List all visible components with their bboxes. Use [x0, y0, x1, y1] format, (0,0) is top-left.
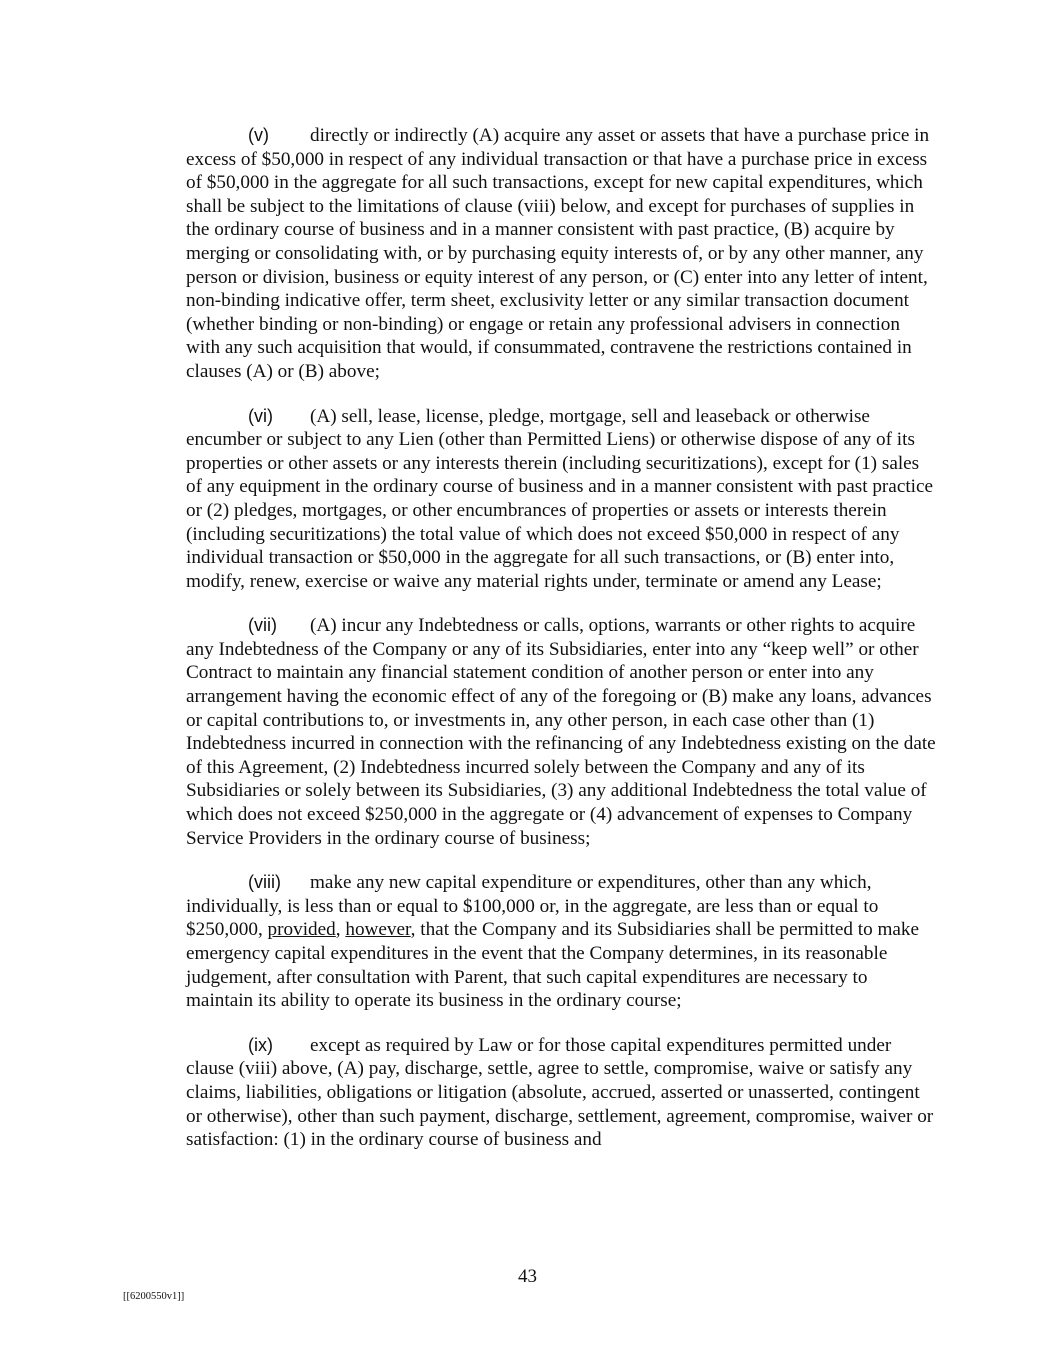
clause-number: (vii) — [248, 615, 277, 636]
document-id: [[6200550v1]] — [123, 1291, 185, 1302]
clause-vi — [186, 405, 936, 594]
clause-text-comma: , — [335, 919, 341, 941]
clause-text: make any new capital expenditure or expenditures, other than any which, individually, is less than or equal to $100,000 or, in the aggregate, are less than or equal to $250,000, — [186, 872, 879, 941]
clause-text: directly or indirectly (A) acquire any asset or assets that have a purchase price in excess of $50,000 in respect of any individual transaction or that have a purchase price in excess of $50,000 in the aggregate for all such transactions, except for new capital expenditures, which shall be subject to the limitations of clause (viii) below, and except for purchases of supplies in the ordinary course of business and in a manner consistent with past practice, (B) acquire by merging or consolidating with, or by purchasing equity interests of, or by any other manner, any person or division, business or equity interest of any person, or (C) enter into any letter of intent, non-binding indicative offer, term sheet, exclusivity letter or any similar transaction document (whether binding or non-binding) or engage or retain any professional advisers in connection with any such acquisition that would, if consummated, contravene the restrictions contained in clauses (A) or (B) above; — [186, 125, 930, 382]
clause-ix — [186, 1034, 936, 1152]
clause-number: (viii) — [248, 872, 281, 893]
clause-text: (A) sell, lease, license, pledge, mortgage, sell and leaseback or otherwise encumber or subject to any Lien (other than Permitted Liens) or otherwise dispose of any of its properties or other assets or any interests therein (including securitizations), except for (1) sales of any equipment in the ordinary course of business and in a manner consistent with past practice or (2) pledges, mortgages, or other encumbrances of properties or assets or interests therein (including securitizations) the total value of which does not exceed $50,000 in respect of any individual transaction or $50,000 in the aggregate for all such transactions, or (B) enter into, modify, renew, exercise or waive any material rights under, terminate or amend any Lease; — [186, 405, 934, 592]
clause-vii — [186, 614, 936, 850]
clause-text: except as required by Law or for those capital expenditures permitted under clause (viii) above, (A) pay, discharge, settle, agree to settle, compromise, waive or satisfy any claims, liabilities, obligations or litigation (absolute, accrued, asserted or unasserted, contingent or otherwise), other than such payment, discharge, settlement, agreement, compromise, waiver or satisfaction: (1) in the ordinary course of business and — [186, 1034, 934, 1151]
clause-number: (v) — [248, 125, 269, 145]
page-number: 43 — [518, 1266, 537, 1287]
clause-number: (vi) — [248, 405, 273, 426]
clause-number: (ix) — [248, 1034, 273, 1055]
clause-text: , that the Company and its Subsidiaries shall be permitted to make emergency capital expenditures in the event that the Company determines, in its reasonable judgement, after consultation with Parent, that such capital expenditures are necessary to maintain its ability to operate its business in the ordinary course; — [186, 919, 920, 1012]
clause-text: (A) incur any Indebtedness or calls, options, warrants or other rights to acquire any Indebtedness of the Company or any of its Subsidiaries, enter into any “keep well” or other Contract to maintain any financial statement condition of another person or enter into any arrangement having the economic effect of any of the foregoing or (B) make any loans, advances or capital contributions to, or investments in, any other person, in each case other than (1) Indebtedness incurred in connection with the refinancing of any Indebtedness existing on the date of this Agreement, (2) Indebtedness incurred solely between the Company and any of its Subsidiaries or solely between its Subsidiaries, (3) any additional Indebtedness the total value of which does not exceed $250,000 in the aggregate or (4) advancement of expenses to Company Service Providers in the ordinary course of business; — [186, 615, 936, 849]
clause-viii — [186, 871, 936, 1013]
document-body — [186, 124, 936, 1173]
underlined-term-however: however — [345, 919, 411, 941]
clause-v — [186, 124, 936, 384]
underlined-term-provided: provided — [267, 919, 336, 941]
